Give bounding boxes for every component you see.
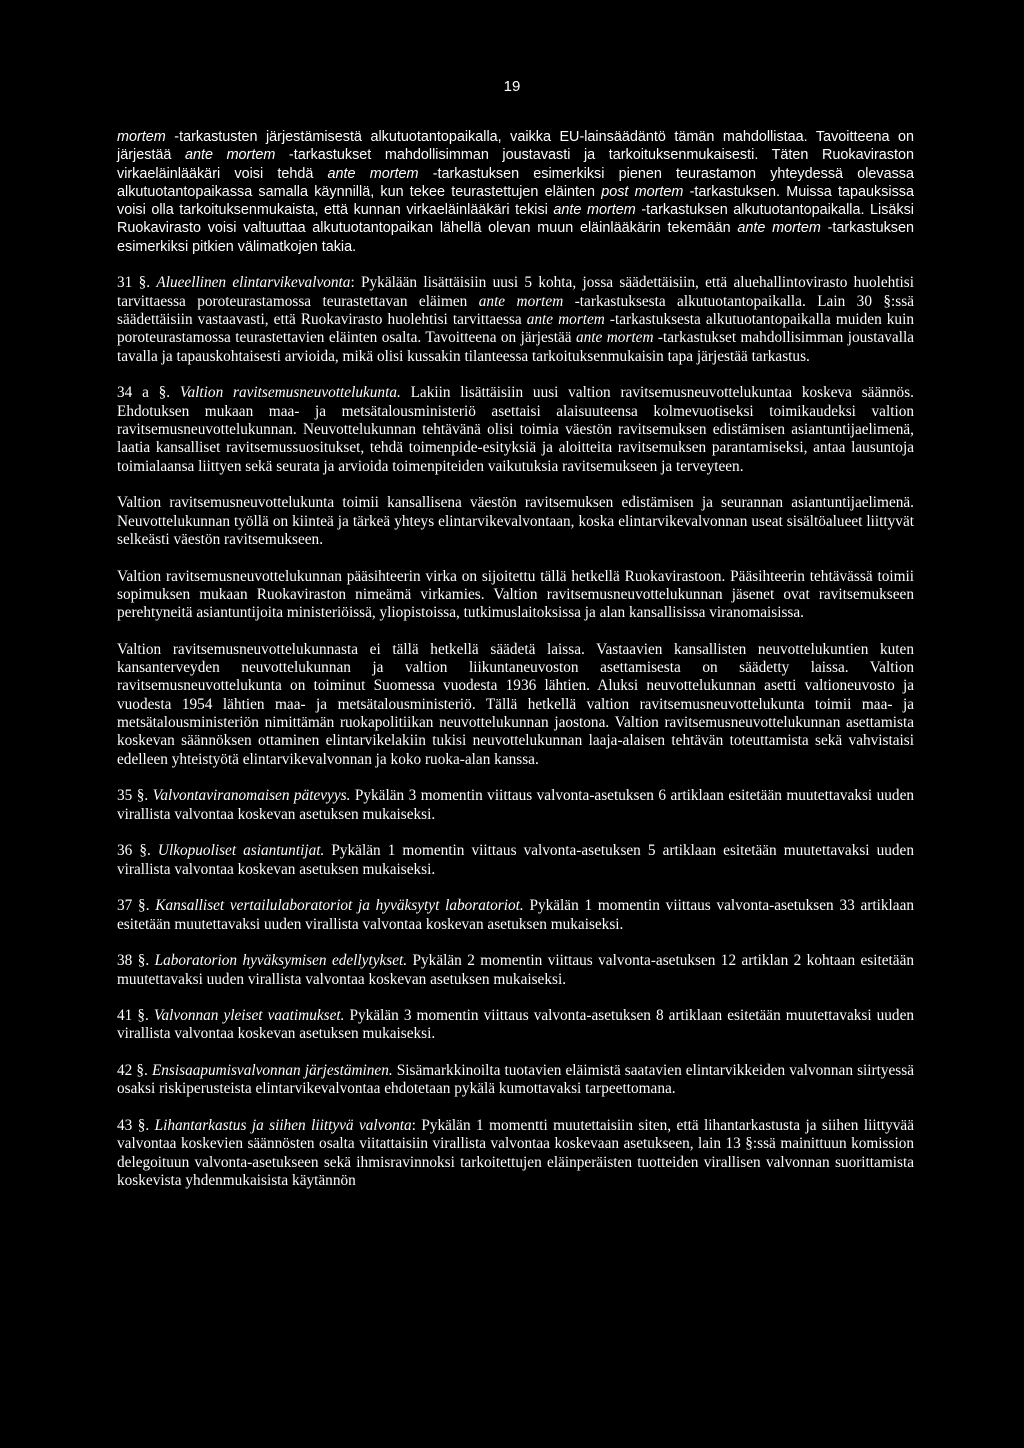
italic-text: ante mortem: [526, 311, 605, 329]
italic-text: ante mortem: [576, 329, 654, 347]
italic-text: Alueellinen elintarvikevalvonta: [156, 274, 351, 292]
paragraph: [117, 897, 914, 934]
text-run: -tarkastuksen esimerkiksi pitkien välimatkojen takia.: [117, 220, 914, 255]
text-run: 36 §.: [117, 842, 158, 860]
text-run: -tarkastuksesta alkutuotantopaikalla. Lain 30 §:ssä säädettäisiin vastaavasti, että Ruokavirasto huolehtisi tarvittaessa: [117, 292, 914, 329]
text-run: 31 §.: [117, 274, 157, 292]
text-run: : Pykälään lisättäisiin uusi 5 kohta, jossa säädettäisiin, että aluehallintovirasto huolehtisi tarvittaessa poroteurastamossa teurastettavan eläimen: [117, 274, 915, 310]
paragraph: [117, 952, 914, 989]
text-run: -tarkastuksen alkutuotantopaikalla. Lisäksi Ruokavirasto voisi valtuuttaa alkutuotantopaikan lähellä olevan muun eläinlääkärin tekemään: [117, 202, 915, 237]
paragraph: [117, 128, 914, 256]
italic-text: ante mortem: [184, 147, 276, 164]
text-run: Pykälän 3 momentin viittaus valvonta-asetuksen 6 artiklaan esitetään muutettavaksi uuden virallista valvontaa koskevan asetuksen mukaiseksi.: [117, 787, 915, 823]
text-run: 42 §.: [117, 1062, 152, 1080]
text-run: Pykälän 3 momentin viittaus valvonta-asetuksen 8 artiklaan esitetään muutettavaksi uuden virallista valvontaa koskevan asetuksen mukaiseksi.: [117, 1007, 915, 1043]
document-body: [117, 128, 914, 1190]
text-run: -tarkastukset mahdollisimman joustavasti ja tarkoituksenmukaisesti. Täten Ruokaviraston virkaeläinlääkäri voisi tehdä: [117, 147, 914, 182]
text-run: 35 §.: [117, 787, 153, 805]
italic-text: mortem: [117, 129, 166, 145]
italic-text: ante mortem: [737, 220, 821, 237]
italic-text: Laboratorion hyväksymisen edellytykset.: [154, 952, 408, 970]
paragraph: [117, 494, 914, 549]
italic-text: post mortem: [601, 183, 684, 200]
italic-text: Valtion ravitsemusneuvottelukunta.: [179, 384, 401, 402]
text-run: Pykälän 2 momentin viittaus valvonta-asetuksen 12 artiklan 2 kohtaan esitetään muutettavaksi uuden virallista valvontaa koskevan asetuksen mukaiseksi.: [117, 952, 915, 988]
italic-text: Valvonnan yleiset vaatimukset.: [153, 1007, 345, 1025]
italic-text: Valvontaviranomaisen pätevyys.: [152, 787, 351, 805]
text-run: Sisämarkkinoilta tuotavien eläimistä saatavien elintarvikkeiden valvonnan siirtyessä osaksi riskiperusteista elintarvikevalvontaa ehdotetaan pykälä kumottavaksi tarpeettomana.: [117, 1062, 914, 1098]
paragraph: [117, 787, 914, 824]
page-number: 19: [503, 78, 521, 95]
text-run: 37 §.: [117, 897, 156, 915]
text-run: -tarkastukset mahdollisimman joustavalla tavalla ja tapauskohtaisesti arvioida, mikä olisi kussakin tilanteessa tarkoituksenmukaisin tapa järjestää tarkastus.: [117, 329, 914, 365]
text-run: -tarkastusten järjestämisestä alkutuotantopaikalla, vaikka EU-lainsäädäntö tämän mahdollistaa. Tavoitteena on järjestää: [117, 129, 914, 164]
text-run: : Pykälän 1 momentti muutettaisiin siten, että lihantarkastusta ja siihen liittyvää valvontaa koskevien säännösten osalta viitattaisiin virallista valvontaa koskevaan asetukseen, lain 13 §:ssä mainittuun komission delegoituun valvonta-asetukseen sekä ihmisravinnoksi tarkoitettujen eläinperäisten tuotteiden virallisen valvonnan suorittamista koskevista yhdenmukaisista käytännön: [117, 1117, 914, 1190]
paragraph: [117, 568, 914, 623]
italic-text: Ulkopuoliset asiantuntijat.: [157, 842, 325, 860]
italic-text: ante mortem: [553, 202, 636, 219]
italic-text: ante mortem: [327, 165, 419, 182]
text-run: 43 §.: [117, 1117, 155, 1135]
paragraph: [117, 1117, 914, 1190]
paragraph: [117, 1007, 914, 1044]
text-run: 34 a §.: [117, 384, 180, 402]
paragraph: [117, 384, 914, 475]
text-run: Pykälän 1 momentin viittaus valvonta-asetuksen 33 artiklaan esitetään muutettavaksi uuden virallista valvontaa koskevan asetuksen mukaiseksi.: [117, 897, 915, 933]
paragraph: [117, 842, 914, 879]
text-run: Valtion ravitsemusneuvottelukunta toimii kansallisena väestön ravitsemuksen edistämisen ja seurannan asiantuntijaelimenä. Neuvottelukunnan työllä on kiinteä ja tärkeä yhteys elintarvikevalvontaan, koska elintarvikevalvonnan useat sisältöalueet liittyvät selkeästi väestön ravitsemukseen.: [117, 494, 914, 548]
text-run: -tarkastuksen esimerkiksi pienen teurastamon yhteydessä olevassa alkutuotantopaikassa samalla käynnillä, kun tekee teurastettujen eläinten: [117, 165, 915, 200]
paragraph: [117, 1062, 914, 1099]
italic-text: Kansalliset vertailulaboratoriot ja hyväksytyt laboratoriot.: [155, 897, 524, 915]
paragraph: [117, 274, 914, 365]
text-run: Pykälän 1 momentin viittaus valvonta-asetuksen 5 artiklaan esitetään muutettavaksi uuden virallista valvontaa koskevan asetuksen mukaiseksi.: [117, 842, 914, 878]
italic-text: Lihantarkastus ja siihen liittyvä valvonta: [154, 1117, 412, 1135]
text-run: 41 §.: [117, 1007, 154, 1025]
text-run: Valtion ravitsemusneuvottelukunnasta ei tällä hetkellä säädetä laissa. Vastaavien kansallisten neuvottelukuntien kuten kansanterveyden neuvottelukunnan ja valtion liikuntaneuvoston asettamisesta on säädetty laissa. Valtion ravitsemusneuvottelukunta on toiminut Suomessa vuodesta 1936 lähtien. Aluksi neuvottelukunnan asetti valtioneuvosto ja vuodesta 1954 lähtien maa- ja metsätalousministeriö. Tällä hetkellä valtion ravitsemusneuvottelukunta toimii maa- ja metsätalousministeriön nimittämän ruokapolitiikan neuvottelukunnan jaostona. Valtion ravitsemusneuvottelukunnan asettamista koskevan säännöksen ottaminen elintarvikelakiin tukisi neuvottelukunnan laaja-alaisen tehtävän toteuttamista sekä vahvistaisi edelleen yhteistyötä elintarvikevalvonnan ja koko ruoka-alan kanssa.: [117, 640, 914, 768]
text-run: Lakiin lisättäisiin uusi valtion ravitsemusneuvottelukuntaa koskeva säännös. Ehdotuksen mukaan maa- ja metsätalousministeriö asettaisi alaisuuteensa kolmevuotiseksi toimikaudeksi valtion ravitsemusneuvottelukunnan. Neuvottelukunnan tehtävänä olisi toimia väestön ravitsemuksen edistämisen asiantuntijaelimenä, laatia kansalliset ravitsemussuositukset, tehdä toimenpide-esityksiä ja aloitteita ravitsemuksen parantamiseksi, antaa lausuntoja toimialaansa liittyen sekä seurata ja arvioida toimenpiteiden vaikutuksia ravitsemukseen ja terveyteen.: [117, 384, 914, 475]
text-run: 38 §.: [117, 952, 155, 970]
italic-text: Ensisaapumisvalvonnan järjestäminen.: [151, 1062, 393, 1080]
text-run: -tarkastuksen. Muissa tapauksissa voisi olla tarkoituksenmukaista, että kunnan virkaeläinlääkäri tekisi: [117, 183, 914, 219]
italic-text: ante mortem: [478, 292, 564, 310]
text-run: -tarkastuksesta alkutuotantopaikalla muiden kuin poroteurastamossa teurastettavien eläinten osalta. Tavoitteena on järjestää: [117, 311, 914, 347]
paragraph: [117, 641, 914, 769]
text-run: Valtion ravitsemusneuvottelukunnan pääsihteerin virka on sijoitettu tällä hetkellä Ruokavirastoon. Pääsihteerin tehtävässä toimii sopimuksen mukaan Ruokaviraston nimeämä virkamies. Valtion ravitsemusneuvottelukunnan jäsenet ovat ravitsemukseen perehtyneitä asiantuntijoita ministeriöissä, yliopistoissa, tutkimuslaitoksissa ja alan kansallisissa viranomaisissa.: [117, 567, 914, 622]
